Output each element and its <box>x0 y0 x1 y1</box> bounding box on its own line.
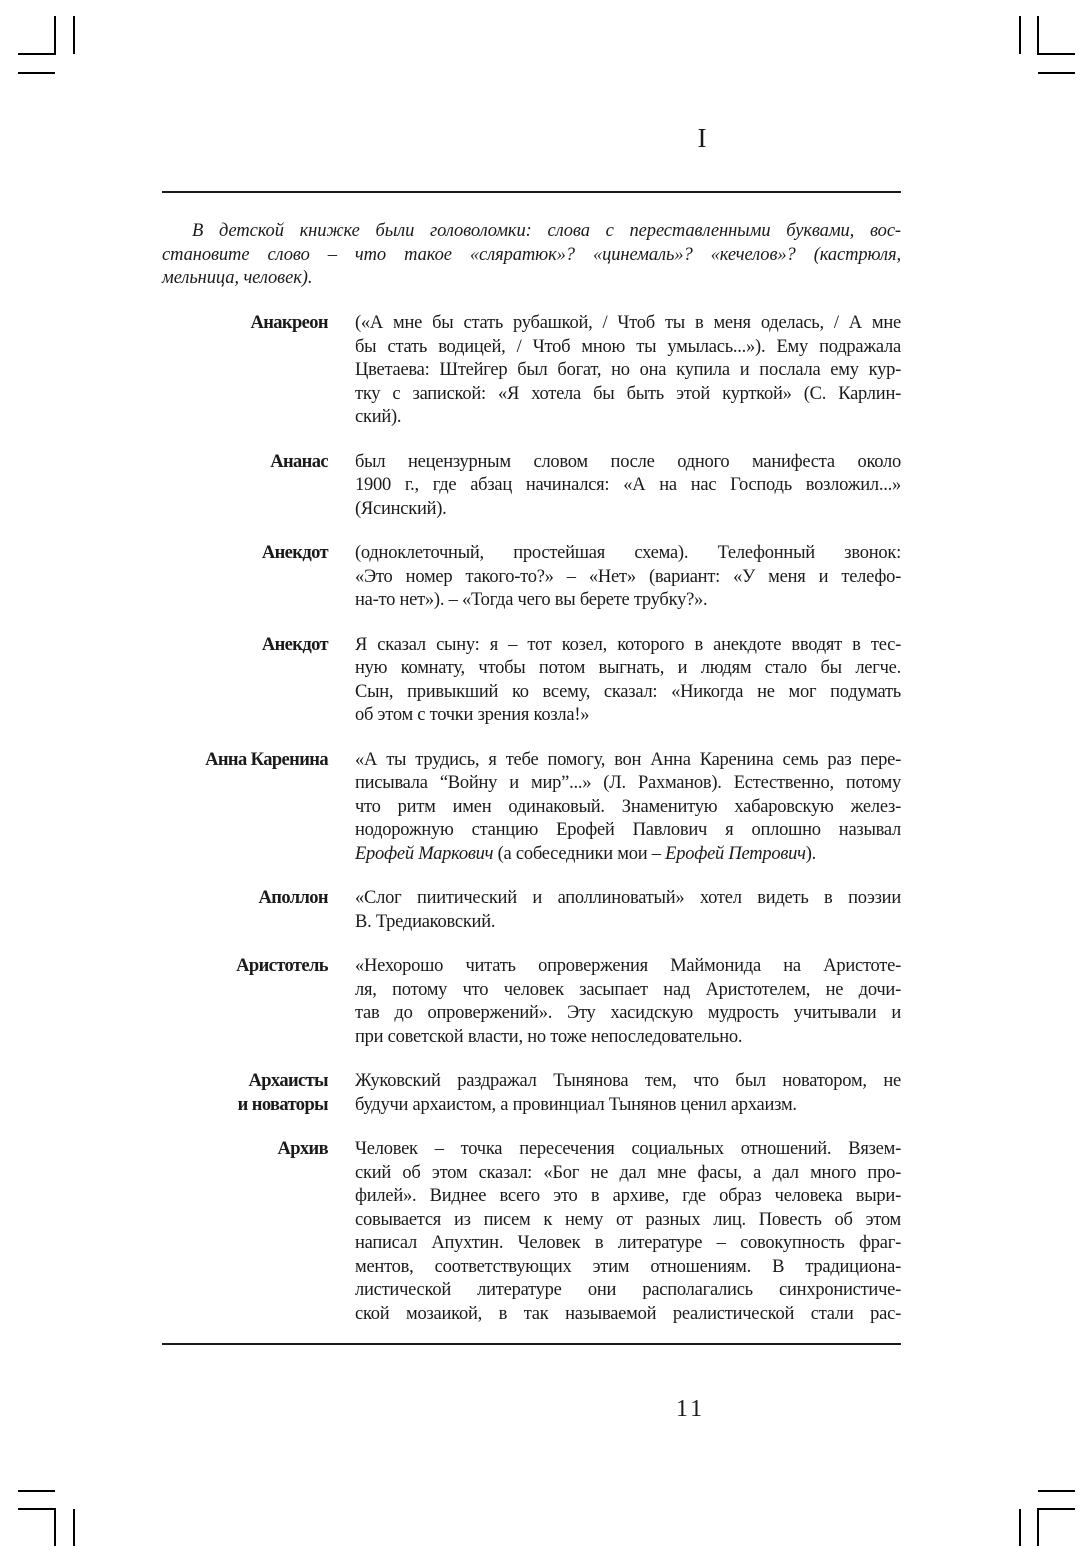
entry-term <box>162 955 328 1049</box>
dictionary-entry <box>162 634 901 728</box>
entry-text-line: ментов, соответствующих этим отношениям. В традициона- <box>355 1256 901 1277</box>
entry-text-line: «Слог пиитический и аполлиноватый» хотел видеть в поэзии <box>355 888 901 908</box>
entry-text-line: Сын, привыкший ко всему, сказал: «Никогда не мог подумать <box>355 681 901 702</box>
entry-term-line: Архив <box>277 1139 328 1159</box>
crop-mark-bottom-left-vertical-inner <box>73 1509 75 1546</box>
entry-term <box>162 749 328 867</box>
dictionary-entry <box>162 542 901 613</box>
crop-mark-top-left-horizontal-outer <box>18 53 56 55</box>
entry-text-line: ную комнату, чтобы потом выгнать, и людям стало бы легче. <box>355 658 901 678</box>
entry-text-line: (Ясинский). <box>355 498 447 519</box>
entry-text-line: ский об этом сказал: «Бог не дал мне фасы, а дал много про- <box>355 1162 901 1183</box>
entry-text-line: «Нехорошо читать опровержения Маймонида на Аристоте- <box>355 956 901 976</box>
entry-term <box>162 312 328 430</box>
dictionary-entry <box>162 1070 901 1117</box>
dictionary-entry <box>162 887 901 934</box>
entry-text-line: ской мозаикой, в так называемой реалистической стали рас- <box>355 1303 901 1324</box>
entry-text <box>355 542 901 613</box>
entry-text-line <box>355 843 901 867</box>
dictionary-entry <box>162 451 901 522</box>
crop-mark-bottom-left-horizontal-inner <box>18 1490 55 1492</box>
entry-text-line: об этом с точки зрения козла!» <box>355 705 590 725</box>
entry-text <box>355 955 901 1049</box>
page-number: 11 <box>676 1396 706 1422</box>
entry-term-line: Архаисты <box>248 1071 328 1091</box>
entry-text-line: нодорожную станцию Ерофей Павлович я оплошно называл <box>355 820 901 840</box>
crop-mark-bottom-right-vertical-inner <box>1019 1509 1021 1546</box>
dictionary-entries <box>162 312 901 1347</box>
entry-text-line: листической литературе они располагались синхронистиче- <box>355 1280 901 1300</box>
entry-text <box>355 312 901 430</box>
crop-mark-top-left-vertical-outer <box>54 16 56 54</box>
chapter-number: I <box>697 123 707 153</box>
entry-term <box>162 634 328 728</box>
entry-text-line: что ритм имен одинаковый. Знаменитую хабаровскую желез- <box>355 796 901 817</box>
entry-term-line: Ананас <box>270 451 328 472</box>
entry-text-line: Жуковский раздражал Тынянова тем, что был новатором, не <box>355 1071 901 1091</box>
italic-name: Ерофей Маркович <box>355 843 494 864</box>
entry-text <box>355 1070 901 1117</box>
header-rule <box>162 191 901 193</box>
crop-mark-bottom-left-vertical-outer <box>54 1508 56 1546</box>
entry-text-line: Я сказал сыну: я – тот козел, которого в анекдоте вводят в тес- <box>355 634 901 655</box>
text-fragment: ). <box>805 843 817 864</box>
crop-mark-top-right-vertical-outer <box>1037 16 1039 54</box>
entry-text-line: филей». Виднее всего это в архиве, где образ человека выри- <box>355 1186 901 1206</box>
crop-mark-bottom-left-horizontal-outer <box>18 1508 56 1510</box>
entry-text-line: на-то нет»). – «Тогда чего вы берете трубку?». <box>355 590 708 610</box>
crop-mark-top-left-horizontal-inner <box>18 72 55 74</box>
crop-mark-top-right-vertical-inner <box>1019 16 1021 54</box>
crop-mark-bottom-right-horizontal-outer <box>1037 1508 1075 1510</box>
entry-text-line: «А ты трудись, я тебе помогу, вон Анна Каренина семь раз пере- <box>355 749 901 770</box>
entry-term <box>162 542 328 613</box>
entry-text-line: ский). <box>355 407 402 427</box>
intro-line: мельница, человек). <box>162 268 313 288</box>
intro-line: становите слово – что такое «сляратюк»? «цинемаль»? «кечелов»? (кастрюля, <box>162 244 901 265</box>
footer-rule <box>162 1343 901 1345</box>
entry-text <box>355 887 901 934</box>
entry-text-line: «Это номер такого-то?» – «Нет» (вариант: «У меня и телефо- <box>355 566 901 587</box>
entry-text-line: написал Апухтин. Человек в литературе – совокупность фраг- <box>355 1233 901 1253</box>
intro-line: В детской книжке были головоломки: слова с переставленными буквами, вос- <box>192 221 901 241</box>
text-fragment: (а собеседники мои – <box>493 843 666 864</box>
entry-text-line: (одноклеточный, простейшая схема). Телефонный звонок: <box>355 543 901 563</box>
entry-text-line: писывала “Войну и мир”...» (Л. Рахманов). Естественно, потому <box>355 773 901 793</box>
entry-text-line: 1900 г., где абзац начинался: «А на нас Господь возложил...» <box>355 475 901 495</box>
entry-text-line: тку с запиской: «Я хотела бы быть этой курткой» (С. Карлин- <box>355 383 901 404</box>
entry-term-line: Анакреон <box>250 313 328 333</box>
entry-term-line: Аристотель <box>236 956 328 976</box>
entry-term-line: Анекдот <box>261 634 328 655</box>
entry-term-line: Анекдот <box>261 543 328 563</box>
entry-text <box>355 1138 901 1326</box>
entry-text-line: ля, потому что человек засыпает над Аристотелем, не дочи- <box>355 979 901 1000</box>
entry-text-line: будучи архаистом, а провинциал Тынянов ценил архаизм. <box>355 1094 797 1115</box>
crop-mark-bottom-right-vertical-outer <box>1037 1508 1039 1546</box>
entry-term <box>162 451 328 522</box>
entry-text-line: Человек – точка пересечения социальных отношений. Вязем- <box>355 1139 901 1159</box>
entry-term-line: и новаторы <box>237 1094 328 1115</box>
entry-text-line: («А мне бы стать рубашкой, / Чтоб ты в меня оделась, / А мне <box>355 313 901 333</box>
crop-mark-bottom-right-horizontal-inner <box>1038 1490 1075 1492</box>
crop-mark-top-right-horizontal-inner <box>1038 72 1075 74</box>
dictionary-entry <box>162 1138 901 1326</box>
entry-term-line: Аполлон <box>258 888 328 908</box>
italic-name: Ерофей Петрович <box>665 843 806 864</box>
entry-text-line: В. Тредиаковский. <box>355 911 496 932</box>
crop-mark-top-right-horizontal-outer <box>1037 53 1075 55</box>
crop-mark-top-left-vertical-inner <box>73 16 75 54</box>
entry-text-line: тав до опровержений». Эту хасидскую мудрость учитывали и <box>355 1003 901 1023</box>
entry-term <box>162 1070 328 1117</box>
intro-paragraph <box>162 220 901 291</box>
entry-text-line: при советской власти, но тоже непоследовательно. <box>355 1026 743 1047</box>
entry-term <box>162 887 328 934</box>
entry-text <box>355 749 901 867</box>
entry-text-line: Цветаева: Штейгер был богат, но она купила и послала ему кур- <box>355 360 901 380</box>
entry-text-line: бы стать водицей, / Чтоб мною ты умылась...»). Ему подражала <box>355 336 901 357</box>
entry-term-line: Анна Каренина <box>205 749 328 770</box>
dictionary-entry <box>162 312 901 430</box>
entry-text-line: был нецензурным словом после одного манифеста около <box>355 451 901 472</box>
entry-text <box>355 451 901 522</box>
dictionary-entry <box>162 749 901 867</box>
dictionary-entry <box>162 955 901 1049</box>
entry-text-line: совывается из писем к нему от разных лиц. Повесть об этом <box>355 1209 901 1230</box>
entry-term <box>162 1138 328 1326</box>
entry-text <box>355 634 901 728</box>
